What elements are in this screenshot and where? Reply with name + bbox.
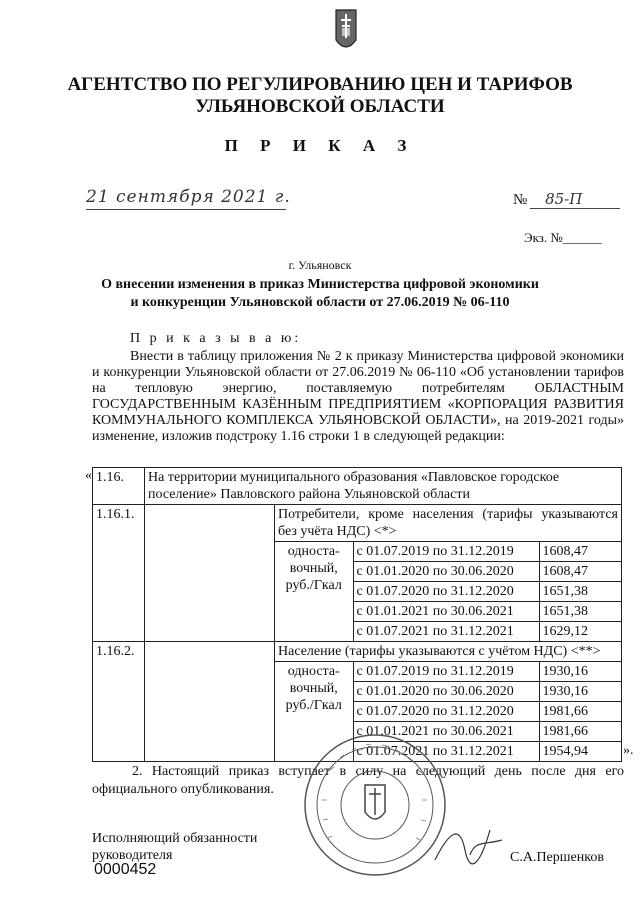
agency-line-2: УЛЬЯНОВСКОЙ ОБЛАСТИ — [195, 96, 445, 117]
period-cell: с 01.07.2019 по 31.12.2019 — [353, 542, 539, 562]
empty-cell — [145, 505, 275, 642]
value-cell: 1981,66 — [539, 722, 621, 742]
value-cell: 1954,94 — [539, 742, 621, 762]
document-type: П Р И К А З — [224, 136, 416, 155]
row-code: 1.16. — [93, 468, 145, 505]
number-value: 85-П — [545, 190, 583, 208]
title-line-1: О внесении изменения в приказ Министерства цифровой экономики — [101, 277, 539, 292]
document-serial-number: 0000452 — [94, 861, 157, 878]
period-cell: с 01.01.2020 по 30.06.2020 — [353, 682, 539, 702]
document-title — [60, 276, 580, 312]
document-number — [513, 190, 582, 209]
tariff-table — [92, 467, 622, 762]
period-cell: с 01.07.2019 по 31.12.2019 — [353, 662, 539, 682]
table-row — [93, 468, 622, 505]
period-cell: с 01.07.2021 по 31.12.2021 — [353, 742, 539, 762]
period-cell: с 01.07.2020 по 31.12.2020 — [353, 582, 539, 602]
period-cell: с 01.01.2020 по 30.06.2020 — [353, 562, 539, 582]
order-word: П р и к а з ы в а ю: — [130, 331, 302, 346]
position-line-1: Исполняющий обязанности — [92, 831, 258, 846]
position-line-2: руководителя — [92, 848, 173, 863]
document-date: 21 сентября 2021 г. — [86, 187, 291, 207]
number-label: № — [513, 192, 528, 208]
open-quote: « — [85, 468, 92, 483]
unit-cell: односта-вочный, руб./Гкал — [275, 662, 353, 762]
period-cell: с 01.07.2020 по 31.12.2020 — [353, 702, 539, 722]
agency-header — [0, 74, 640, 118]
value-cell: 1608,47 — [539, 542, 621, 562]
date-underline — [86, 209, 286, 210]
value-cell: 1608,47 — [539, 562, 621, 582]
value-cell: 1629,12 — [539, 622, 621, 642]
period-cell: с 01.07.2021 по 31.12.2021 — [353, 622, 539, 642]
group-code: 1.16.2. — [93, 642, 145, 762]
city: г. Ульяновск — [288, 258, 352, 272]
value-cell: 1981,66 — [539, 702, 621, 722]
close-quote: ». — [623, 743, 634, 758]
value-cell: 1651,38 — [539, 602, 621, 622]
group-details — [275, 505, 622, 642]
table-row — [93, 505, 622, 642]
coat-of-arms-icon — [333, 8, 359, 56]
unit-cell: односта-вочный, руб./Гкал — [275, 542, 353, 642]
signatory-name: С.А.Першенков — [510, 850, 604, 865]
paragraph-1: Внести в таблицу приложения № 2 к приказу Министерства цифровой экономики и конкуренции Ульяновской области от 27.06.2019 № 06-110 «Об установлении тарифов на тепловую энергию, поставляемую потребителям ОБЛАСТНЫМ ГОСУДАРСТВЕННЫМ КАЗЁННЫМ ПРЕДПРИЯТИЕМ «КОРПОРАЦИЯ РАЗВИТИЯ КОММУНАЛЬНОГО КОМПЛЕКСА УЛЬЯНОВСКОЙ ОБЛАСТИ», на 2019-2021 годы» изменение, изложив подстроку 1.16 строки 1 в следующей редакции: — [92, 349, 624, 444]
agency-line-1: АГЕНТСТВО ПО РЕГУЛИРОВАНИЮ ЦЕН И ТАРИФОВ — [67, 74, 573, 95]
row-text: На территории муниципального образования «Павловское городское поселение» Павловского района Ульяновской области — [145, 468, 622, 505]
signature-icon — [430, 820, 510, 870]
group-code: 1.16.1. — [93, 505, 145, 642]
period-cell: с 01.01.2021 по 30.06.2021 — [353, 722, 539, 742]
official-seal-icon — [300, 730, 450, 880]
signatory-position — [92, 830, 257, 864]
title-line-2: и конкуренции Ульяновской области от 27.06.2019 № 06-110 — [130, 295, 510, 310]
group-heading: Потребители, кроме населения (тарифы указываются без учёта НДС) <*> — [275, 505, 621, 542]
value-cell: 1651,38 — [539, 582, 621, 602]
copy-number: Экз. №______ — [524, 230, 602, 245]
paragraph-2: 2. Настоящий приказ вступает в силу на следующий день после дня его официального опубликования. — [92, 764, 624, 797]
value-cell: 1930,16 — [539, 662, 621, 682]
empty-cell — [145, 642, 275, 762]
number-underline — [530, 208, 620, 209]
value-cell: 1930,16 — [539, 682, 621, 702]
period-cell: с 01.01.2021 по 30.06.2021 — [353, 602, 539, 622]
group-heading: Население (тарифы указываются с учётом НДС) <**> — [275, 642, 621, 662]
